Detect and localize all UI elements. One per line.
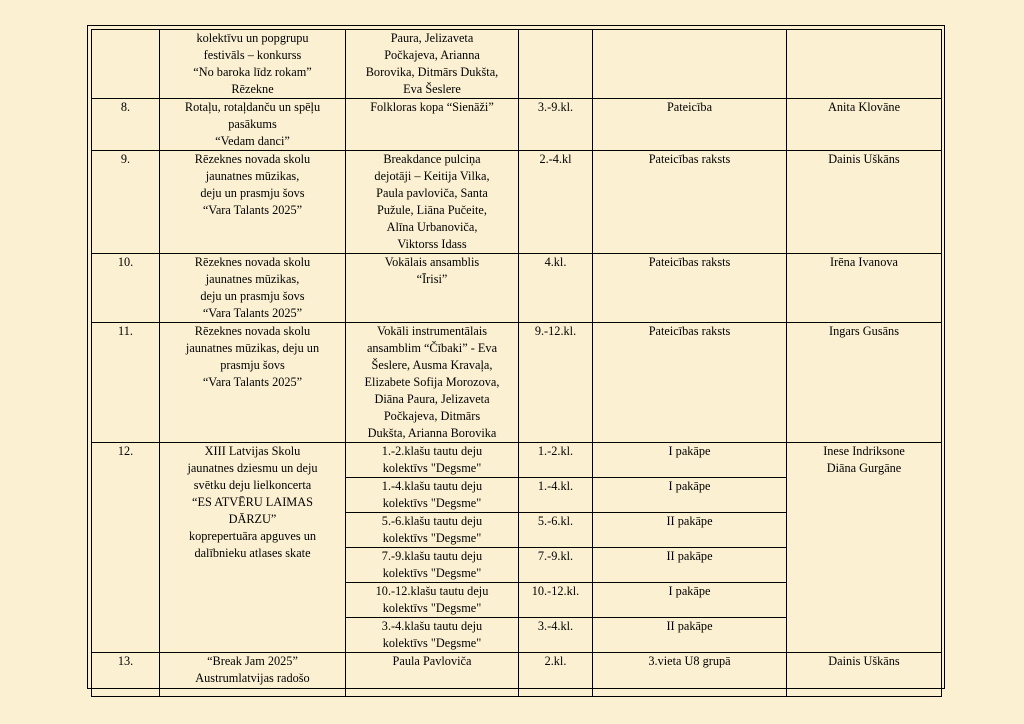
teacher-cell: Dainis Uškāns — [787, 653, 942, 697]
result-cell: II pakāpe — [593, 513, 787, 548]
table-row — [92, 99, 942, 151]
event-cell: “Break Jam 2025” Austrumlatvijas radošo — [160, 653, 346, 697]
class-cell: 9.-12.kl. — [519, 323, 593, 443]
table-row — [92, 254, 942, 323]
table-row — [92, 443, 942, 478]
row-number: 11. — [92, 323, 160, 443]
row-number: 8. — [92, 99, 160, 151]
result-cell: Pateicības raksts — [593, 323, 787, 443]
class-cell: 1.-4.kl. — [519, 478, 593, 513]
result-cell: II pakāpe — [593, 548, 787, 583]
class-cell: 2.-4.kl — [519, 151, 593, 254]
participants-cell: 1.-2.klašu tautu deju kolektīvs "Degsme" — [346, 443, 519, 478]
class-cell — [519, 30, 593, 99]
event-cell: Rēzeknes novada skolu jaunatnes mūzikas, deju un prasmju šovs “Vara Talants 2025” — [160, 254, 346, 323]
row-number: 13. — [92, 653, 160, 697]
result-cell: Pateicības raksts — [593, 254, 787, 323]
class-cell: 3.-9.kl. — [519, 99, 593, 151]
table-row — [92, 653, 942, 697]
teacher-cell: Ingars Gusāns — [787, 323, 942, 443]
participants-cell: 5.-6.klašu tautu deju kolektīvs "Degsme" — [346, 513, 519, 548]
event-cell: Rēzeknes novada skolu jaunatnes mūzikas, deju un prasmju šovs “Vara Talants 2025” — [160, 323, 346, 443]
teacher-cell: Irēna Ivanova — [787, 254, 942, 323]
row-number — [92, 30, 160, 99]
table-row — [92, 151, 942, 254]
class-cell: 3.-4.kl. — [519, 618, 593, 653]
class-cell: 7.-9.kl. — [519, 548, 593, 583]
result-cell: I pakāpe — [593, 443, 787, 478]
result-cell: Pateicība — [593, 99, 787, 151]
row-number: 9. — [92, 151, 160, 254]
result-cell — [593, 30, 787, 99]
result-cell: II pakāpe — [593, 618, 787, 653]
result-cell: Pateicības raksts — [593, 151, 787, 254]
awards-table — [91, 29, 942, 697]
result-cell: I pakāpe — [593, 478, 787, 513]
participants-cell: Breakdance pulciņa dejotāji – Keitija Vilka, Paula pavloviča, Santa Pužule, Liāna Pučeite, Alīna Urbanoviča, Viktorss Idass — [346, 151, 519, 254]
class-cell: 10.-12.kl. — [519, 583, 593, 618]
class-cell: 4.kl. — [519, 254, 593, 323]
participants-cell: 10.-12.klašu tautu deju kolektīvs "Degsme" — [346, 583, 519, 618]
result-cell: 3.vieta U8 grupā — [593, 653, 787, 697]
event-cell: XIII Latvijas Skolu jaunatnes dziesmu un deju svētku deju lielkoncerta “ES ATVĒRU LAIMAS DĀRZU” koprepertuāra apguves un dalībnieku atlases skate — [160, 443, 346, 653]
class-cell: 2.kl. — [519, 653, 593, 697]
table-row — [92, 323, 942, 443]
row-number: 12. — [92, 443, 160, 653]
participants-cell: 1.-4.klašu tautu deju kolektīvs "Degsme" — [346, 478, 519, 513]
participants-cell: Vokāli instrumentālais ansamblim “Čībaki” - Eva Šeslere, Ausma Kravaļa, Elizabete Sofija Morozova, Diāna Paura, Jelizaveta Počkajeva, Ditmārs Dukšta, Arianna Borovika — [346, 323, 519, 443]
teacher-cell: Inese Indriksone Diāna Gurgāne — [787, 443, 942, 653]
row-number: 10. — [92, 254, 160, 323]
event-cell: Rotaļu, rotaļdanču un spēļu pasākums “Vedam danci” — [160, 99, 346, 151]
teacher-cell — [787, 30, 942, 99]
teacher-cell: Anita Klovāne — [787, 99, 942, 151]
class-cell: 5.-6.kl. — [519, 513, 593, 548]
teacher-cell: Dainis Uškāns — [787, 151, 942, 254]
event-cell: kolektīvu un popgrupu festivāls – konkurss “No baroka līdz rokam” Rēzekne — [160, 30, 346, 99]
participants-cell: Vokālais ansamblis “Īrisi” — [346, 254, 519, 323]
table-row — [92, 30, 942, 99]
participants-cell: 3.-4.klašu tautu deju kolektīvs "Degsme" — [346, 618, 519, 653]
participants-cell: Paula Pavloviča — [346, 653, 519, 697]
class-cell: 1.-2.kl. — [519, 443, 593, 478]
result-cell: I pakāpe — [593, 583, 787, 618]
participants-cell: Paura, Jelizaveta Počkajeva, Arianna Borovika, Ditmārs Dukšta, Eva Šeslere — [346, 30, 519, 99]
participants-cell: 7.-9.klašu tautu deju kolektīvs "Degsme" — [346, 548, 519, 583]
event-cell: Rēzeknes novada skolu jaunatnes mūzikas, deju un prasmju šovs “Vara Talants 2025” — [160, 151, 346, 254]
participants-cell: Folkloras kopa “Sienāži” — [346, 99, 519, 151]
